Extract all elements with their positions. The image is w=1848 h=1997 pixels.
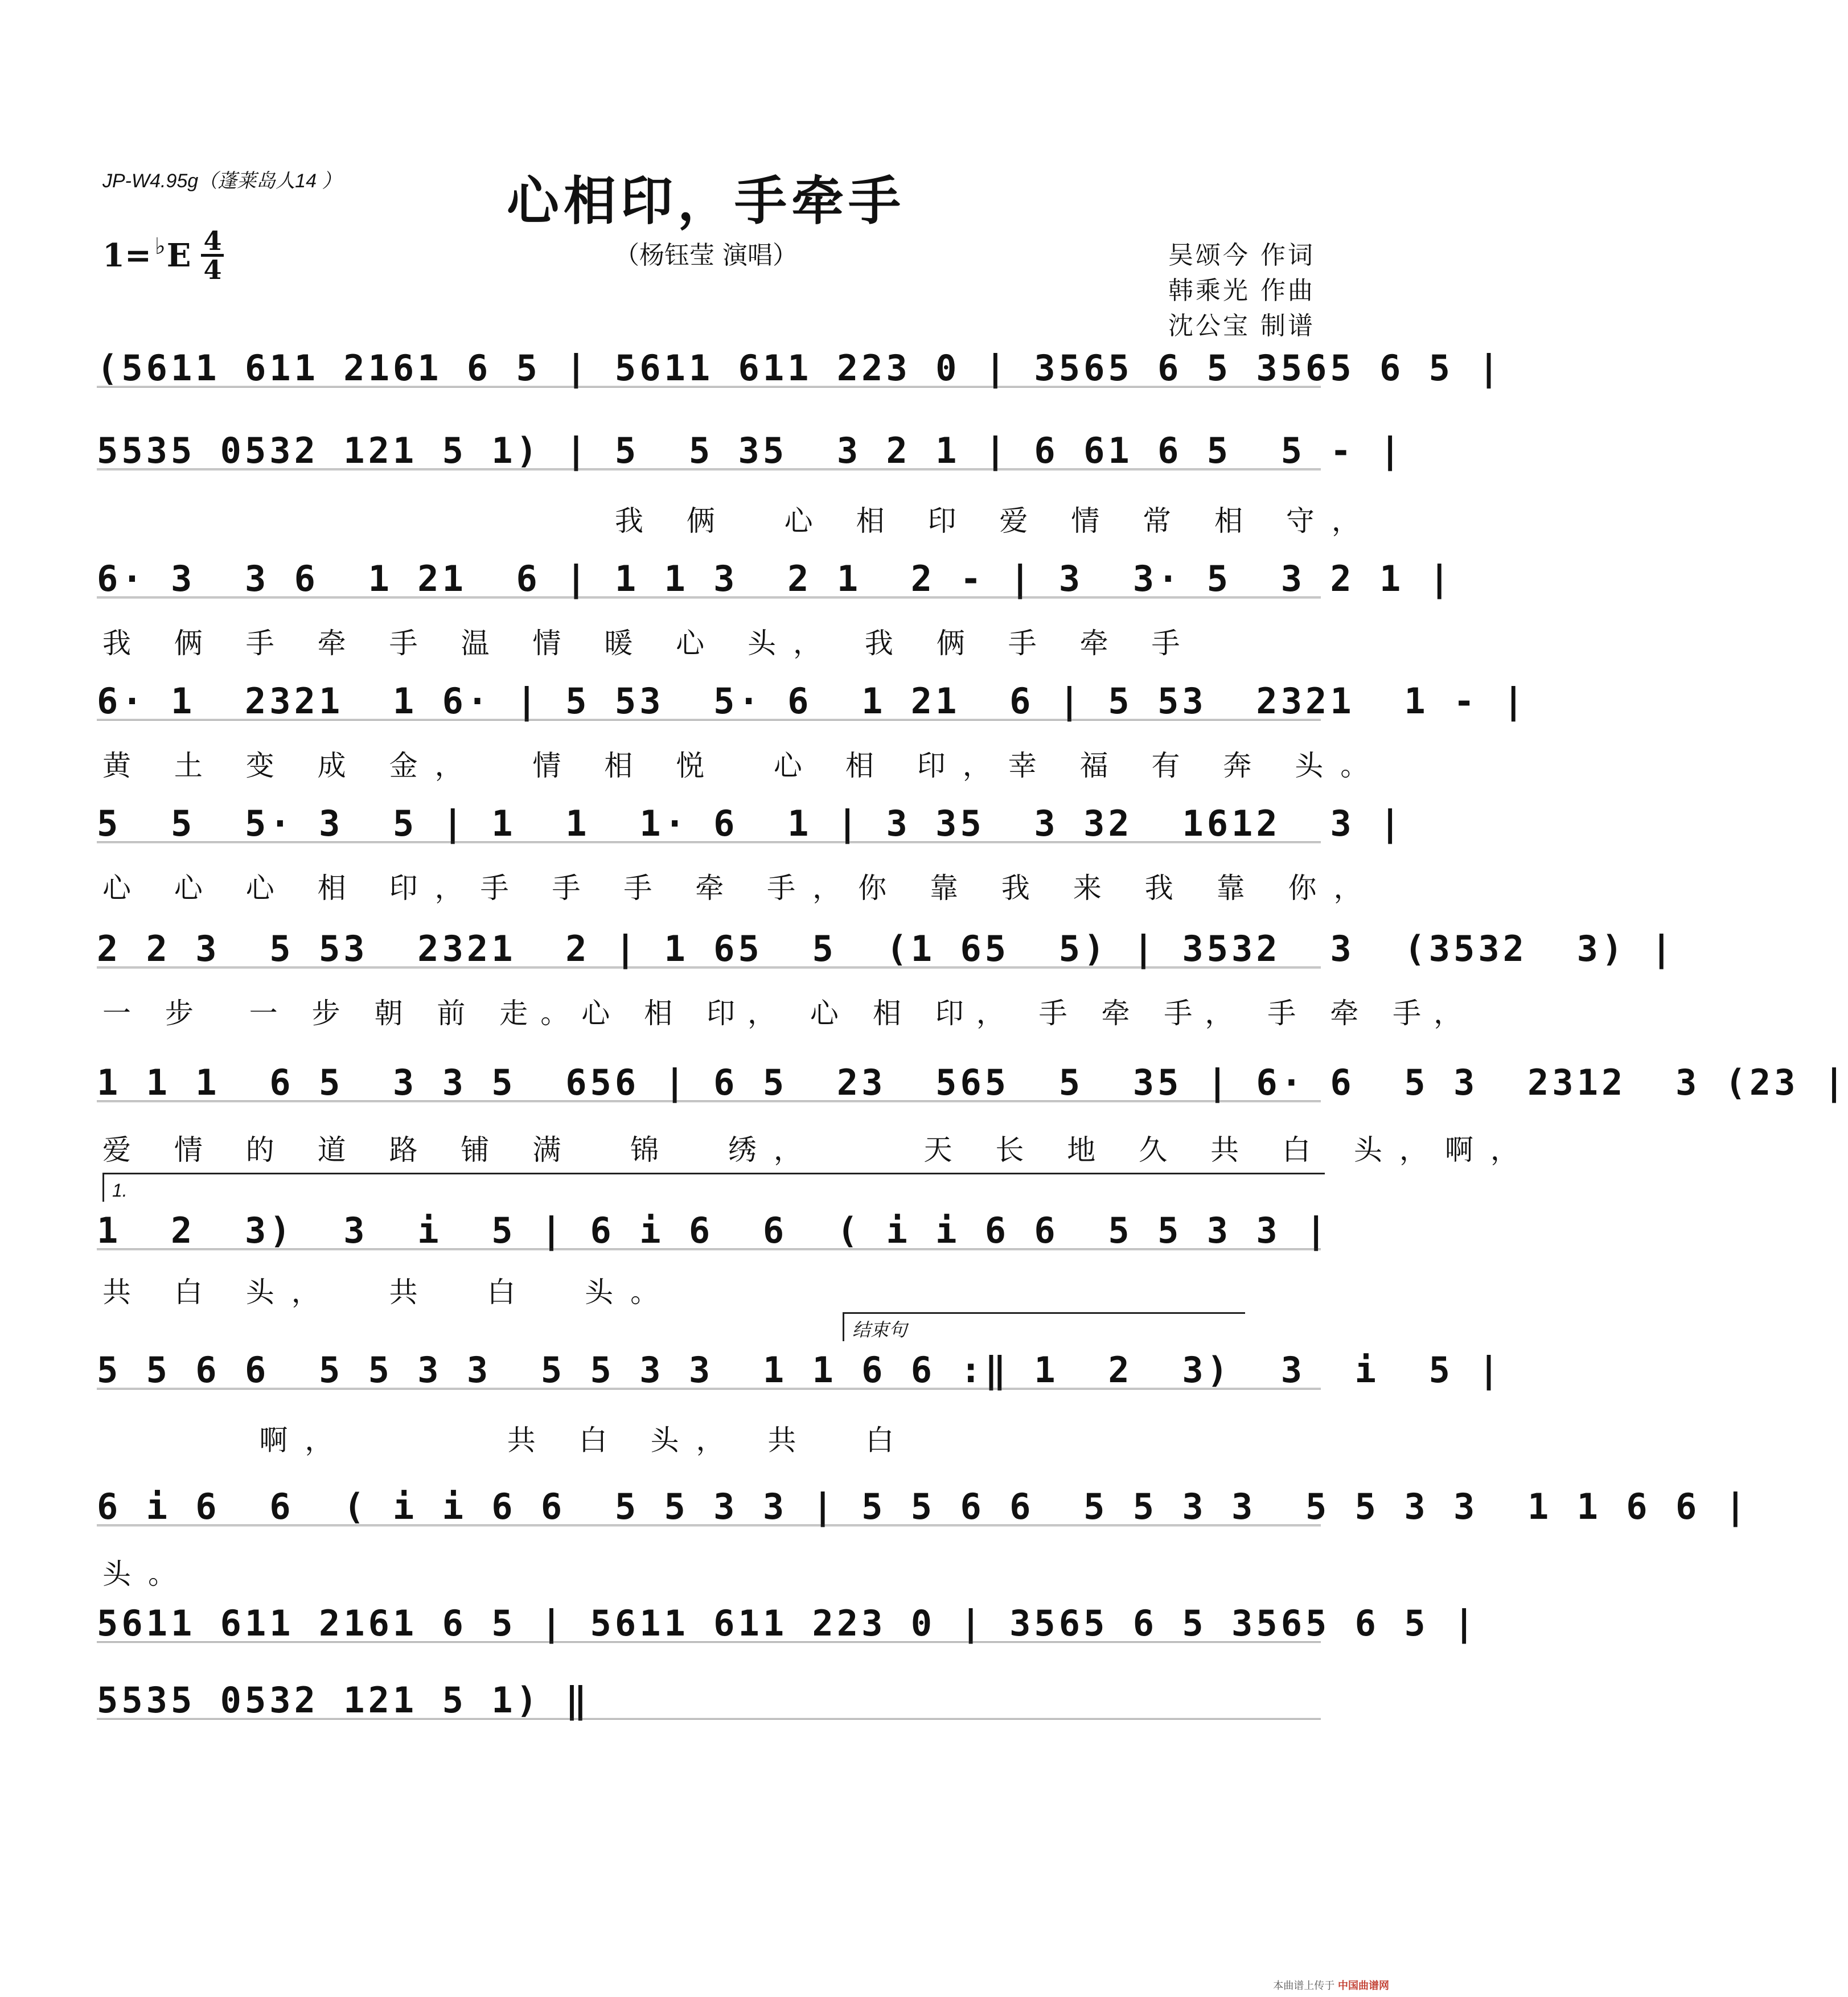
score-line-5: 5 5 5· 3 5 | 1 1 1· 6 1 | 3 35 3 32 1612 3 | <box>97 803 1405 844</box>
key-note: E <box>166 236 191 274</box>
footer-note: 本曲谱上传于 <box>1273 1980 1335 1992</box>
first-ending-label: 1. <box>112 1180 128 1201</box>
meter-bottom: 4 <box>203 254 222 285</box>
transcriber-credit: 沈公宝 制谱 <box>1168 311 1315 340</box>
footer-brand: 中国曲谱网 <box>1338 1980 1389 1992</box>
lyric-line-3: 我 俩 手 牵 手 温 情 暖 心 头， 我 俩 手 牵 手 <box>102 627 1197 660</box>
score-line-3: 6· 3 3 6 1 21 6 | 1 1 3 2 1 2 - | 3 3· 5 3 2 1 | <box>97 558 1453 599</box>
meter-top: 4 <box>201 228 224 257</box>
time-signature <box>201 225 224 285</box>
score-line-7: 1 1 1 6 5 3 3 5 656 | 6 5 23 565 5 35 | 6· 6 5 3 2312 3 (23 | <box>97 1062 1848 1103</box>
song-title: 心相印，手牵手 <box>506 171 905 232</box>
ending-phrase-bracket <box>843 1312 1245 1341</box>
footer-watermark <box>1273 1978 1389 1992</box>
composer-credit: 韩乘光 作曲 <box>1168 276 1315 305</box>
score-line-8: 1 2 3) 3 i 5 | 6 i 6 6 ( i i 6 6 5 5 3 3 | <box>97 1210 1330 1251</box>
score-line-12: 5535 0532 121 5 1) ‖ <box>97 1679 1321 1721</box>
score-line-11: 5611 611 2161 6 5 | 5611 611 223 0 | 3565 6 5 3565 6 5 | <box>97 1602 1479 1644</box>
lyricist-credit: 吴颂今 作词 <box>1168 241 1315 270</box>
score-line-10: 6 i 6 6 ( i i 6 6 5 5 3 3 | 5 5 6 6 5 5 3 3 5 5 3 3 1 1 6 6 | <box>97 1486 1750 1527</box>
key-signature <box>102 225 224 285</box>
first-ending-bracket <box>102 1173 1325 1202</box>
lyric-line-10: 头。 <box>102 1558 194 1591</box>
flat-sign: ♭ <box>154 233 166 260</box>
score-line-6: 2 2 3 5 53 2321 2 | 1 65 5 (1 65 5) | 3532 3 (3532 3) | <box>97 928 1675 969</box>
performer-subtitle: （杨钰莹 演唱） <box>614 241 798 270</box>
lyric-line-6: 一 步 一 步 朝 前 走。心 相 印， 心 相 印， 手 牵 手， 手 牵 手， <box>102 997 1475 1030</box>
lyric-line-9: 啊， 共 白 头， 共 白 <box>102 1424 911 1457</box>
lyric-line-5: 心 心 心 相 印，手 手 手 牵 手，你 靠 我 来 我 靠 你， <box>102 872 1379 905</box>
lyric-line-8: 共 白 头， 共 白 头。 <box>102 1276 676 1309</box>
ending-phrase-label: 结束句 <box>852 1320 907 1340</box>
score-line-1: (5611 611 2161 6 5 | 5611 611 223 0 | 3565 6 5 3565 6 5 | <box>97 347 1503 389</box>
lyric-line-2: 我 俩 心 相 印 爱 情 常 相 守， <box>615 504 1377 537</box>
score-line-9: 5 5 6 6 5 5 3 3 5 5 3 3 1 1 6 6 :‖ 1 2 3) 3 i 5 | <box>97 1349 1503 1391</box>
lyric-line-4: 黄 土 变 成 金， 情 相 悦 心 相 印，幸 福 有 奔 头。 <box>102 749 1386 782</box>
score-line-2: 5535 0532 121 5 1) | 5 5 35 3 2 1 | 6 61 6 5 5 - | <box>97 430 1405 471</box>
score-line-4: 6· 1 2321 1 6· | 5 53 5· 6 1 21 6 | 5 53 2321 1 - | <box>97 680 1527 722</box>
key-prefix: 1= <box>102 236 151 274</box>
lyric-line-7: 爱 情 的 道 路 铺 满 锦 绣， 天 长 地 久 共 白 头，啊， <box>102 1133 1536 1166</box>
edition-code: JP-W4.95g（蓬莱岛人14 ） <box>102 170 342 192</box>
